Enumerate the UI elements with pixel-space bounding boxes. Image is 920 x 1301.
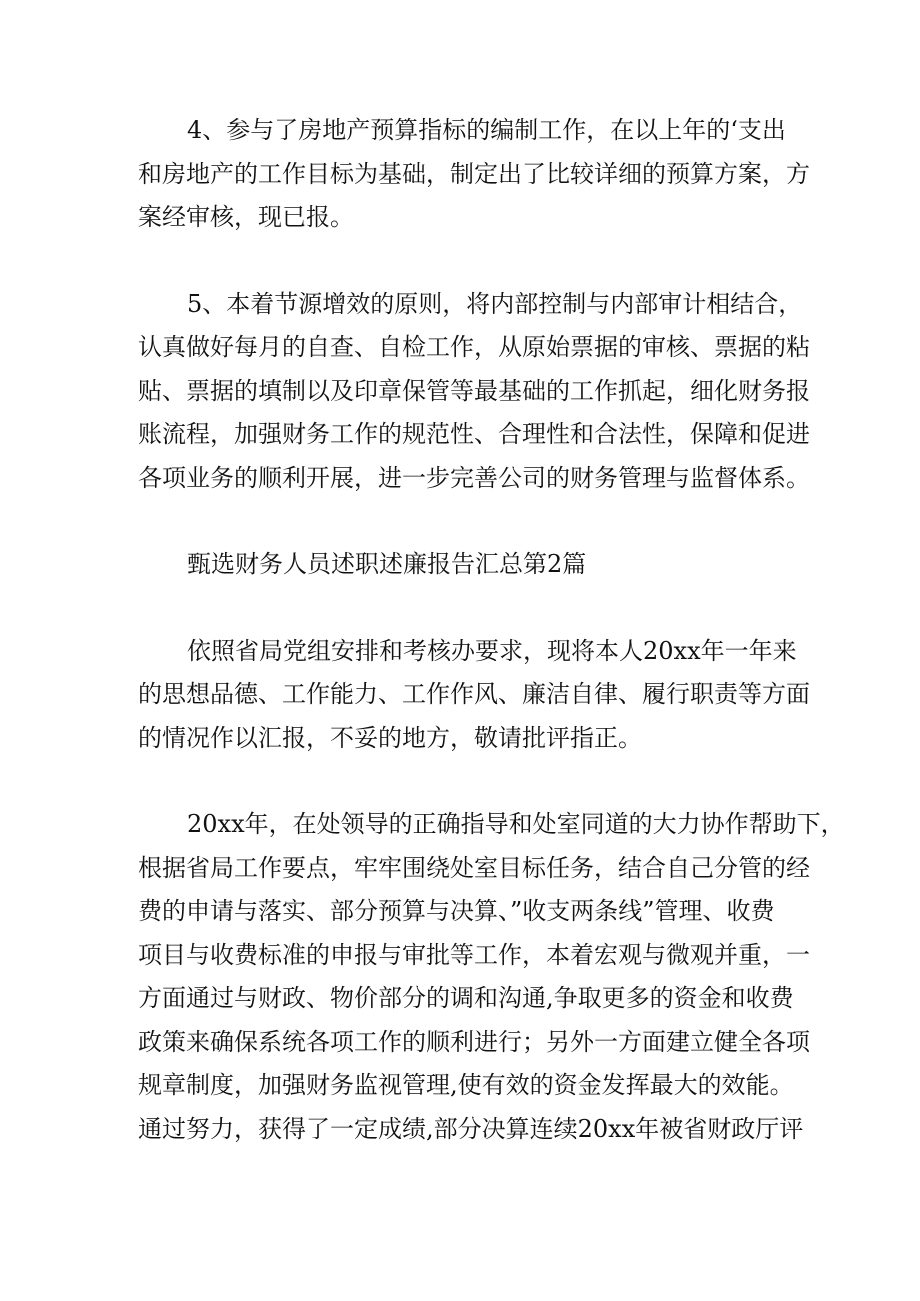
text-line: 通过努力，获得了一定成绩,部分决算连续20xx年被省财政厅评 — [138, 1115, 804, 1143]
paragraph-body-line-7 — [0, 1066, 920, 1104]
paragraph-body-line-2 — [0, 849, 920, 887]
paragraph-item-5-line-5 — [0, 459, 920, 497]
text-line: 的情况作以汇报，不妥的地方，敬请批评指正。 — [138, 724, 642, 752]
paragraph-body-line-6 — [0, 1023, 920, 1061]
text-line: 账流程，加强财务工作的规范性、合理性和合法性，保障和促进 — [138, 420, 810, 448]
paragraph-item-5-line-4 — [0, 415, 920, 453]
text-line: 依照省局党组安排和考核办要求，现将本人20xx年一年来 — [187, 637, 797, 665]
paragraph-body-line-3 — [0, 892, 920, 930]
text-line: 案经审核，现已报。 — [138, 203, 354, 231]
paragraph-item-4-line-3 — [0, 198, 920, 236]
paragraph-body-line-4 — [0, 936, 920, 974]
text-line: 项目与收费标准的申报与审批等工作，本着宏观与微观并重，一 — [138, 941, 810, 969]
text-line: 贴、票据的填制以及印章保管等最基础的工作抓起，细化财务报 — [138, 377, 810, 405]
text-line: 规章制度，加强财务监视管理,使有效的资金发挥最大的效能。 — [138, 1071, 794, 1099]
paragraph-item-4-line-2 — [0, 155, 920, 193]
paragraph-body-line-8 — [0, 1110, 920, 1148]
text-line: 20xx年，在处领导的正确指导和处室同道的大力协作帮助下， — [187, 810, 845, 838]
text-line: 费的申请与落实、部分预算与决算、”收支两条线”管理、收费 — [138, 897, 775, 925]
paragraph-body-line-1 — [0, 805, 920, 843]
text-line: 5、本着节源增效的原则，将内部控制与内部审计相结合， — [187, 290, 803, 318]
paragraph-intro-line-2 — [0, 675, 920, 713]
text-line: 4、参与了房地产预算指标的编制工作，在以上年的‘支出 — [187, 116, 786, 144]
paragraph-intro-line-1 — [0, 632, 920, 670]
section-title-text: 甄选财务人员述职述廉报告汇总第2篇 — [187, 550, 587, 578]
text-line: 的思想品德、工作能力、工作作风、廉洁自律、履行职责等方面 — [138, 680, 810, 708]
text-line: 认真做好每月的自查、自检工作，从原始票据的审核、票据的粘 — [138, 333, 810, 361]
paragraph-body-line-5 — [0, 979, 920, 1017]
paragraph-intro-line-3 — [0, 719, 920, 757]
text-line: 各项业务的顺利开展，进一步完善公司的财务管理与监督体系。 — [138, 464, 810, 492]
paragraph-item-4-line-1 — [0, 111, 920, 149]
text-line: 方面通过与财政、物价部分的调和沟通,争取更多的资金和收费 — [138, 984, 794, 1012]
paragraph-item-5-line-1 — [0, 285, 920, 323]
section-title — [0, 545, 920, 583]
text-line: 政策来确保系统各项工作的顺利进行；另外一方面建立健全各项 — [138, 1028, 810, 1056]
paragraph-item-5-line-3 — [0, 372, 920, 410]
text-line: 根据省局工作要点，牢牢围绕处室目标任务，结合自己分管的经 — [138, 854, 810, 882]
text-line: 和房地产的工作目标为基础，制定出了比较详细的预算方案，方 — [138, 160, 810, 188]
paragraph-item-5-line-2 — [0, 328, 920, 366]
